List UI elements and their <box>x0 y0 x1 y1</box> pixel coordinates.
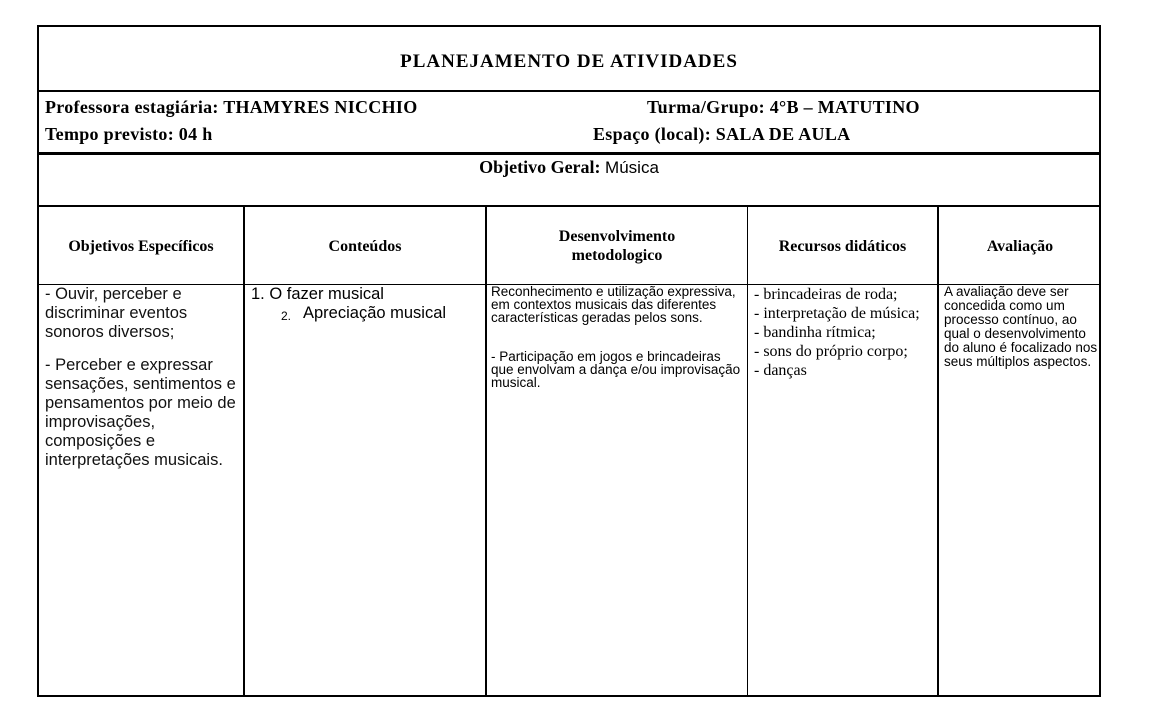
recurso-item: - bandinha rítmica; <box>754 324 876 341</box>
general-objective-label: Objetivo Geral: <box>479 157 601 177</box>
column-divider-2 <box>485 207 487 697</box>
conteudo-item-2 <box>281 304 483 326</box>
conteudo-item-2-text: Apreciação musical <box>303 304 447 322</box>
desenvolvimento-item: - Participação em jogos e brincadeiras que envolvam a dança e/ou improvisação musical. <box>491 349 741 390</box>
recurso-item: - danças <box>754 362 807 379</box>
header-recursos: Recursos didáticos <box>778 237 907 255</box>
class-group: Turma/Grupo: 4°B – MATUTINO <box>647 97 920 117</box>
general-objective <box>39 157 1099 178</box>
header-desenvolvimento: Desenvolvimento metodologico <box>558 228 676 264</box>
header-conteudos: Conteúdos <box>328 237 402 255</box>
document-title: PLANEJAMENTO DE ATIVIDADES <box>400 51 738 72</box>
cell-objetivos <box>45 285 241 484</box>
recurso-item: - interpretação de música; <box>754 305 920 322</box>
conteudo-item-2-number: 2. <box>281 309 292 323</box>
cell-desenvolvimento <box>491 285 745 415</box>
planning-document <box>37 25 1101 697</box>
teacher-name: Professora estagiária: THAMYRES NICCHIO <box>45 97 418 117</box>
header-avaliacao: Avaliação <box>986 237 1054 255</box>
planned-time: Tempo previsto: 04 h <box>45 124 213 144</box>
general-objective-value: Música <box>605 158 659 177</box>
desenvolvimento-item: Reconhecimento e utilização expressiva, em contextos musicais das diferentes características geradas pelos sons. <box>491 284 736 325</box>
cell-avaliacao: A avaliação deve ser concedida como um processo contínuo, ao qual o desenvolvimento do aluno é focalizado nos seus múltiplos aspectos. <box>944 284 1098 369</box>
header-objetivos: Objetivos Específicos <box>68 237 214 255</box>
divider-under-title <box>39 90 1099 92</box>
conteudo-item-1: 1. O fazer musical <box>251 285 384 303</box>
objetivo-item: - Perceber e expressar sensações, sentimentos e pensamentos por meio de improvisações, composições e interpretações musicais. <box>45 356 236 469</box>
objetivo-item: - Ouvir, perceber e discriminar eventos sonoros diversos; <box>45 285 188 341</box>
cell-conteudos <box>251 285 483 326</box>
recurso-item: - brincadeiras de roda; <box>754 286 898 303</box>
cell-recursos <box>754 285 940 380</box>
location: Espaço (local): SALA DE AULA <box>593 124 851 144</box>
divider-under-info <box>39 152 1099 155</box>
recurso-item: - sons do próprio corpo; <box>754 343 908 360</box>
